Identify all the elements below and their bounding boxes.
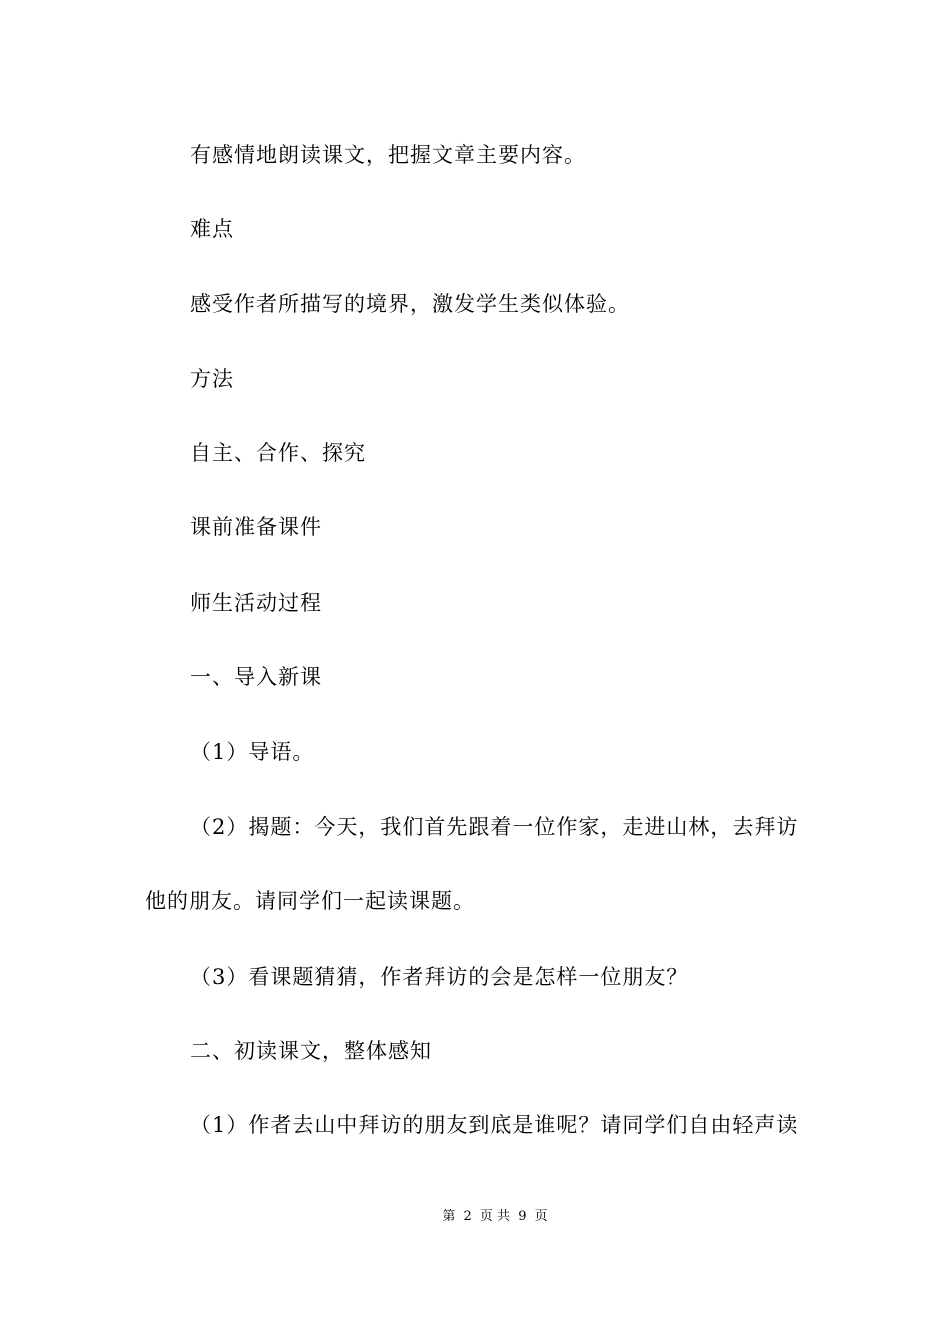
heading-difficulty: 难点: [190, 217, 234, 241]
list-item-first-reading: （1）作者去山中拜访的朋友到底是谁呢？请同学们自由轻声读: [190, 1113, 799, 1137]
list-item-guess: （3）看课题猜猜，作者拜访的会是怎样一位朋友？: [190, 965, 689, 989]
footer-total-pages: 9: [518, 1209, 527, 1224]
text-line-difficulty-content: 感受作者所描写的境界，激发学生类似体验。: [190, 292, 630, 316]
section-heading-first-reading: 二、初读课文，整体感知: [190, 1039, 432, 1063]
page-footer: [0, 1208, 950, 1226]
text-line-main-content: 有感情地朗读课文，把握文章主要内容。: [190, 143, 586, 167]
footer-suffix: 页: [534, 1209, 548, 1224]
section-heading-introduction: 一、导入新课: [190, 665, 322, 689]
footer-current-page: 2: [463, 1209, 472, 1224]
list-item-reveal-topic: （2）揭题：今天，我们首先跟着一位作家，走进山林，去拜访: [190, 815, 799, 839]
heading-method: 方法: [190, 367, 234, 391]
footer-prefix: 第: [442, 1209, 456, 1224]
text-line-preparation: 课前准备课件: [190, 515, 322, 539]
heading-activity-process: 师生活动过程: [190, 591, 322, 615]
footer-middle: 页 共: [479, 1209, 511, 1224]
list-item-lead-in: （1）导语。: [190, 740, 315, 764]
text-line-method-content: 自主、合作、探究: [190, 441, 366, 465]
text-line-continuation: 他的朋友。请同学们一起读课题。: [145, 889, 475, 913]
